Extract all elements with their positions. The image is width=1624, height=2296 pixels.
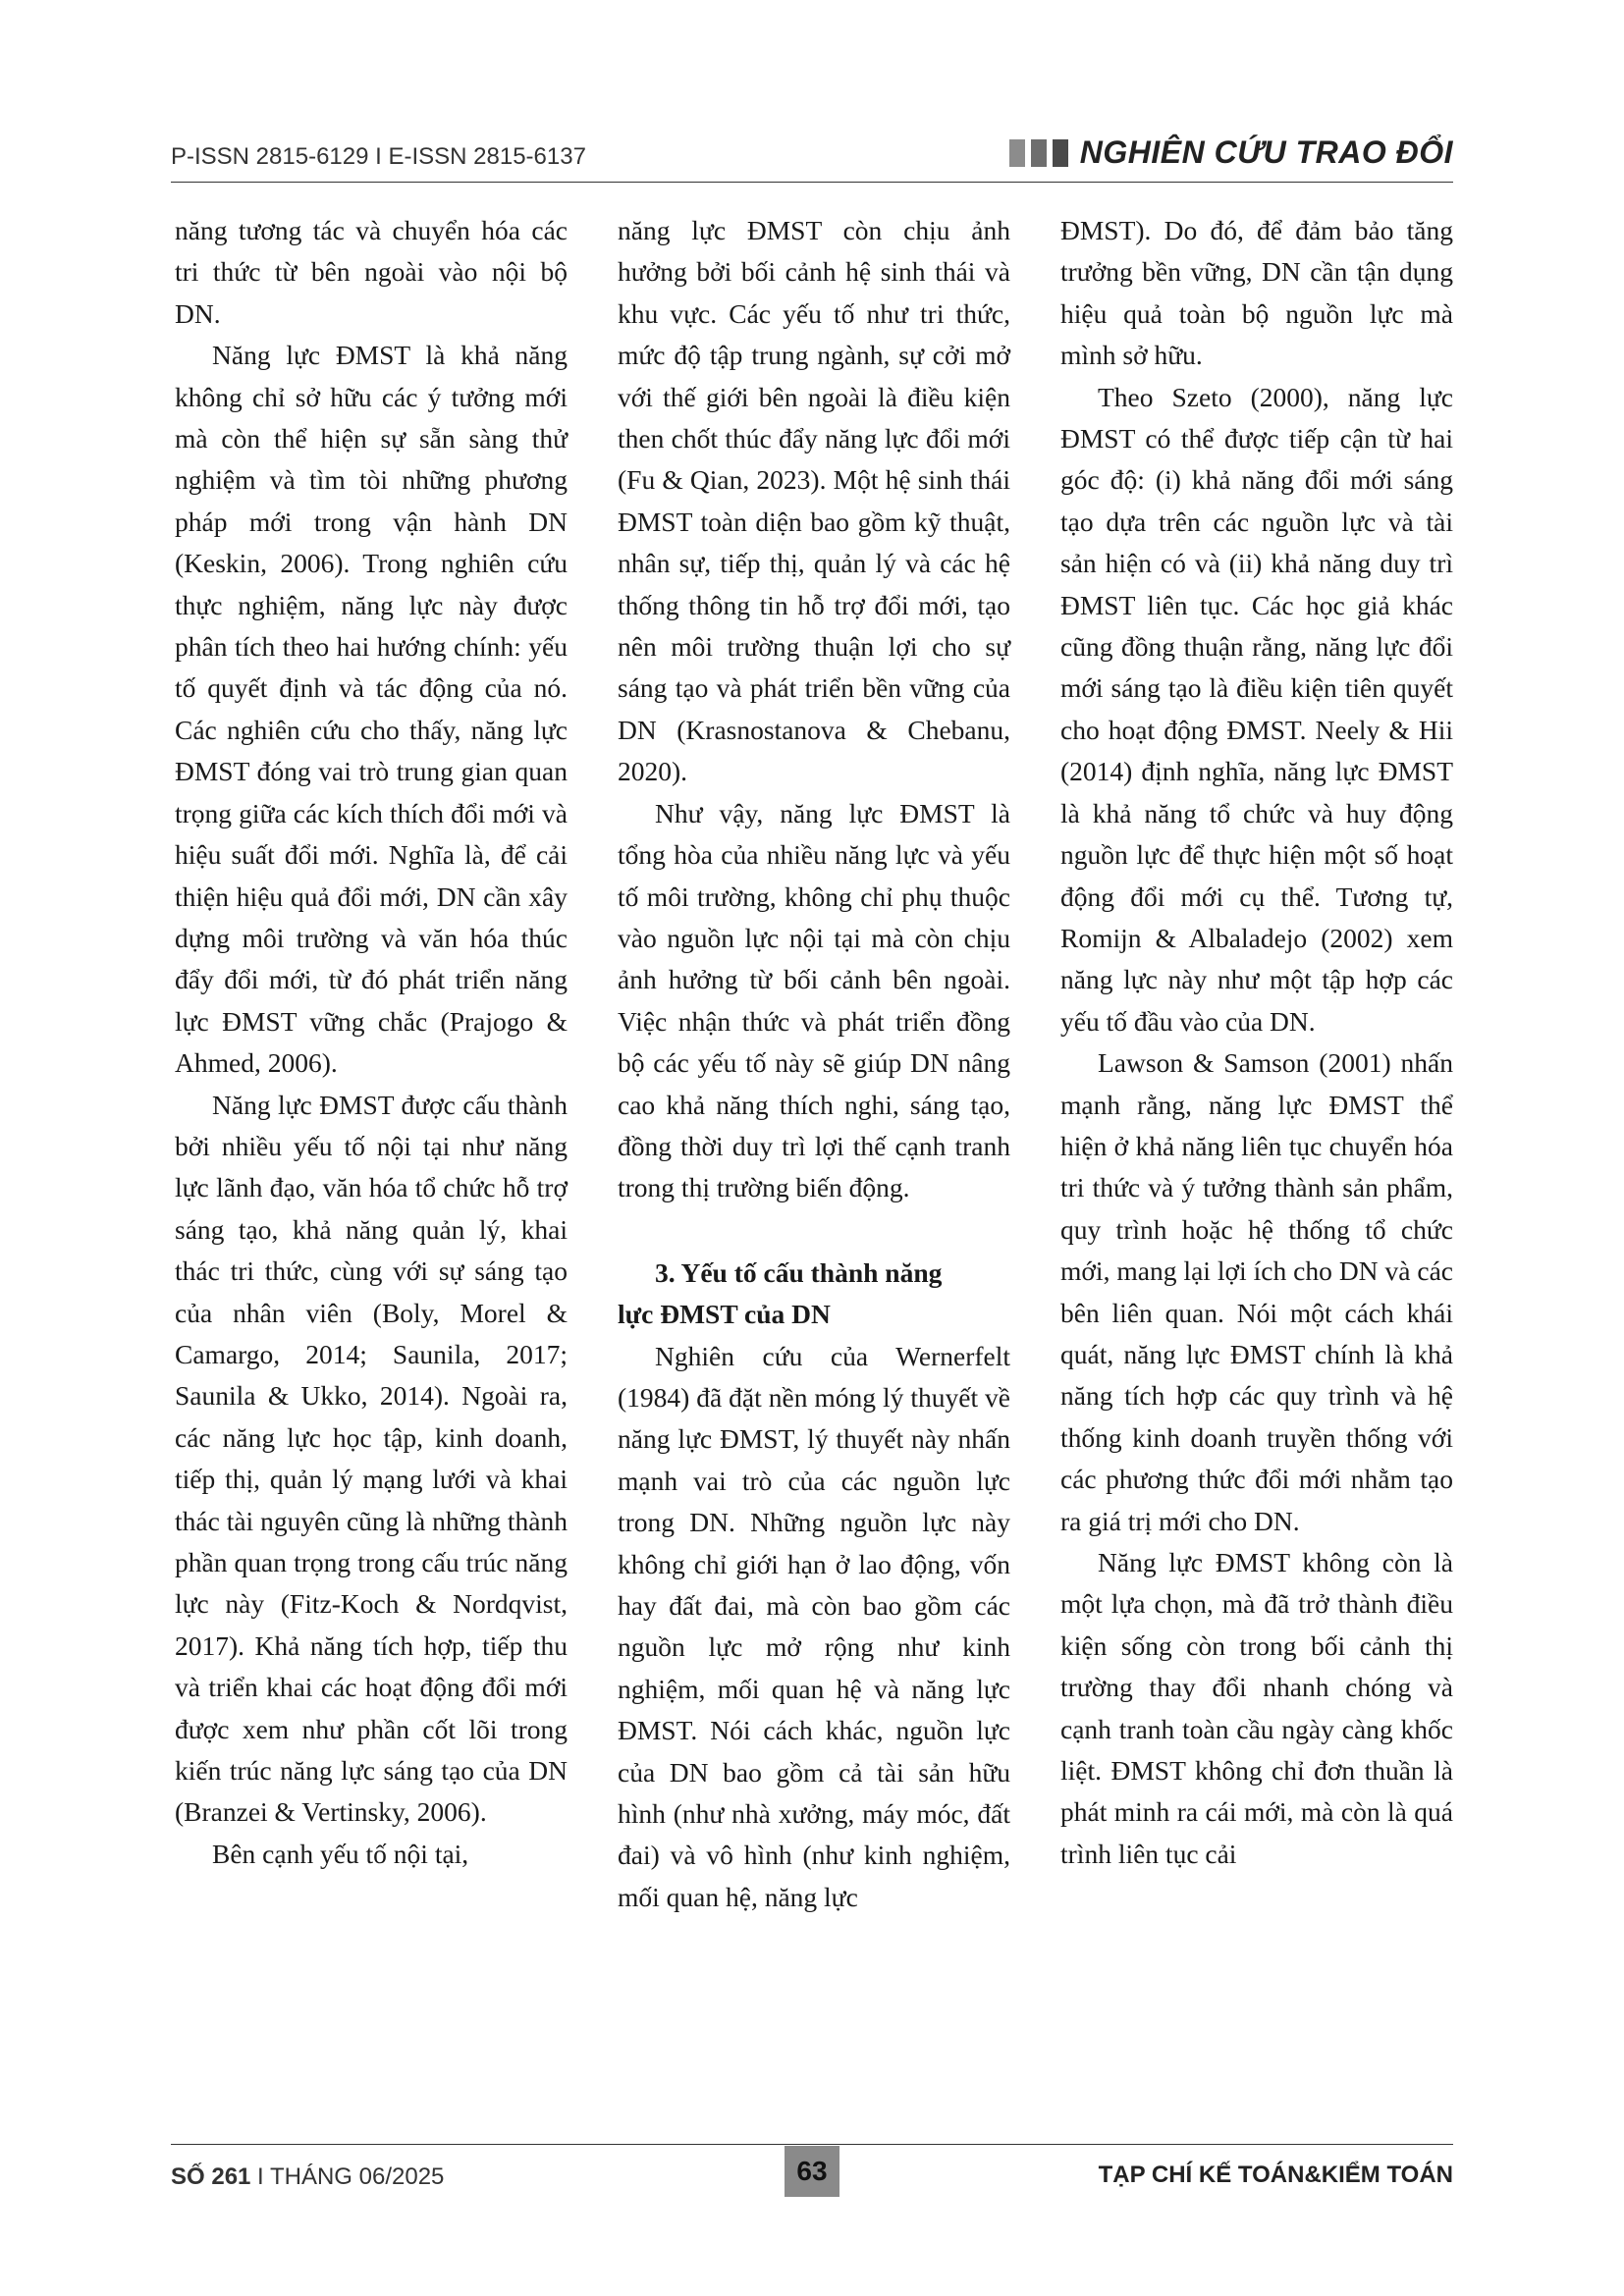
header-issn: P-ISSN 2815-6129 I E-ISSN 2815-6137 [171, 143, 586, 170]
header-rule [171, 182, 1453, 183]
footer-issue [171, 2163, 444, 2191]
section-heading-line-1: 3. Yếu tố cấu thành năng [655, 1256, 943, 1288]
paragraph: Nghiên cứu của Wernerfelt (1984) đã đặt nền móng lý thuyết về năng lực ĐMST, lý thuyết này nhấn mạnh vai trò của các nguồn lực trong DN. Những nguồn lực này không chỉ giới hạn ở lao động, vốn hay đất đai, mà còn bao gồm các nguồn lực mở rộng như kinh nghiệm, mối quan hệ và năng lực ĐMST. Nói cách khác, nguồn lực của DN bao gồm cả tài sản hữu hình (như nhà xưởng, máy móc, đất đai) và vô hình (như kinh nghiệm, mối quan hệ, năng lực [618, 1340, 1010, 1912]
paragraph: Năng lực ĐMST không còn là một lựa chọn, mà đã trở thành điều kiện sống còn trong bối cảnh thị trường thay đổi nhanh chóng và cạnh tranh toàn cầu ngày càng khốc liệt. ĐMST không chỉ đơn thuần là phát minh ra cái mới, mà còn là quá trình liên tục cải [1060, 1547, 1453, 1869]
paragraph: Theo Szeto (2000), năng lực ĐMST có thể được tiếp cận từ hai góc độ: (i) khả năng đổi mới sáng tạo dựa trên các nguồn lực và tài sản hiện có và (ii) khả năng duy trì ĐMST liên tục. Các học giả khác cũng đồng thuận rằng, năng lực đổi mới sáng tạo là điều kiện tiên quyết cho hoạt động ĐMST. Neely & Hii (2014) định nghĩa, năng lực ĐMST là khả năng tổ chức và huy động nguồn lực để thực hiện một số hoạt động đổi mới cụ thể. Tương tự, Romijn & Albaladejo (2002) xem năng lực này như một tập hợp các yếu tố đầu vào của DN. [1060, 381, 1453, 1037]
paragraph: Năng lực ĐMST được cấu thành bởi nhiều yếu tố nội tại như năng lực lãnh đạo, văn hóa tổ chức hỗ trợ sáng tạo, khả năng quản lý, khai thác tri thức, cùng với sự sáng tạo của nhân viên (Boly, Morel & Camargo, 2014; Saunila, 2017; Saunila & Ukko, 2014). Ngoài ra, các năng lực học tập, kinh doanh, tiếp thị, quản lý mạng lưới và khai thác tài nguyên cũng là những thành phần quan trọng trong cấu trúc năng lực này (Fitz-Koch & Nordqvist, 2017). Khả năng tích hợp, tiếp thu và triển khai các hoạt động đổi mới được xem như phần cốt lõi trong kiến trúc năng lực sáng tạo của DN (Branzei & Vertinsky, 2006). [175, 1089, 568, 1828]
paragraph: năng lực ĐMST còn chịu ảnh hưởng bởi bối cảnh hệ sinh thái và khu vực. Các yếu tố như tri thức, mức độ tập trung ngành, sự cởi mở với thế giới bên ngoài là điều kiện then chốt thúc đẩy năng lực đổi mới (Fu & Qian, 2023). Một hệ sinh thái ĐMST toàn diện bao gồm kỹ thuật, nhân sự, tiếp thị, quản lý và các hệ thống thông tin hỗ trợ đổi mới, tạo nên môi trường thuận lợi cho sự sáng tạo và phát triển bền vững của DN (Krasnostanova & Chebanu, 2020). [618, 215, 1010, 787]
paragraph: năng tương tác và chuyển hóa các tri thức từ bên ngoài vào nội bộ DN. [175, 215, 568, 329]
column-2 [618, 210, 1010, 2075]
section-header [1009, 134, 1453, 171]
footer-rule [171, 2144, 1453, 2145]
paragraph: Như vậy, năng lực ĐMST là tổng hòa của nhiều năng lực và yếu tố môi trường, không chỉ phụ thuộc vào nguồn lực nội tại mà còn chịu ảnh hưởng từ bối cảnh bên ngoài. Việc nhận thức và phát triển đồng bộ các yếu tố này sẽ giúp DN nâng cao khả năng thích nghi, sáng tạo, đồng thời duy trì lợi thế cạnh tranh trong thị trường biến động. [618, 797, 1010, 1203]
section-title: NGHIÊN CỨU TRAO ĐỔI [1079, 134, 1453, 170]
paragraph: ĐMST). Do đó, để đảm bảo tăng trưởng bền vững, DN cần tận dụng hiệu quả toàn bộ nguồn lực mà mình sở hữu. [1060, 215, 1453, 371]
section-heading [618, 1253, 1010, 1336]
journal-name: TẠP CHÍ KẾ TOÁN&KIỂM TOÁN [1098, 2162, 1453, 2188]
issue-number: SỐ 261 [171, 2163, 251, 2190]
article-body [175, 210, 1453, 2075]
column-3 [1060, 210, 1453, 2075]
column-1 [175, 210, 568, 2075]
paragraph: Lawson & Samson (2001) nhấn mạnh rằng, năng lực ĐMST thể hiện ở khả năng liên tục chuyển hóa tri thức và ý tưởng thành sản phẩm, quy trình hoặc hệ thống tổ chức mới, mang lại lợi ích cho DN và các bên liên quan. Nói một cách khái quát, năng lực ĐMST chính là khả năng tích hợp các quy trình và hệ thống kinh doanh truyền thống với các phương thức đổi mới nhằm tạo ra giá trị mới cho DN. [1060, 1047, 1453, 1536]
page-number: 63 [785, 2146, 839, 2197]
section-bars-decoration [1009, 139, 1068, 167]
section-heading-line-2: lực ĐMST của DN [618, 1299, 831, 1330]
paragraph: Năng lực ĐMST là khả năng không chỉ sở hữu các ý tưởng mới mà còn thể hiện sự sẵn sàng thử nghiệm và tìm tòi những phương pháp mới trong vận hành DN (Keskin, 2006). Trong nghiên cứu thực nghiệm, năng lực này được phân tích theo hai hướng chính: yếu tố quyết định và tác động của nó. Các nghiên cứu cho thấy, năng lực ĐMST đóng vai trò trung gian quan trọng giữa các kích thích đổi mới và hiệu suất đổi mới. Nghĩa là, để cải thiện hiệu quả đổi mới, DN cần xây dựng môi trường và văn hóa thúc đẩy đổi mới, từ đó phát triển năng lực ĐMST vững chắc (Prajogo & Ahmed, 2006). [175, 340, 568, 1079]
paragraph: Bên cạnh yếu tố nội tại, [212, 1838, 469, 1869]
issue-month: I THÁNG 06/2025 [250, 2163, 445, 2190]
